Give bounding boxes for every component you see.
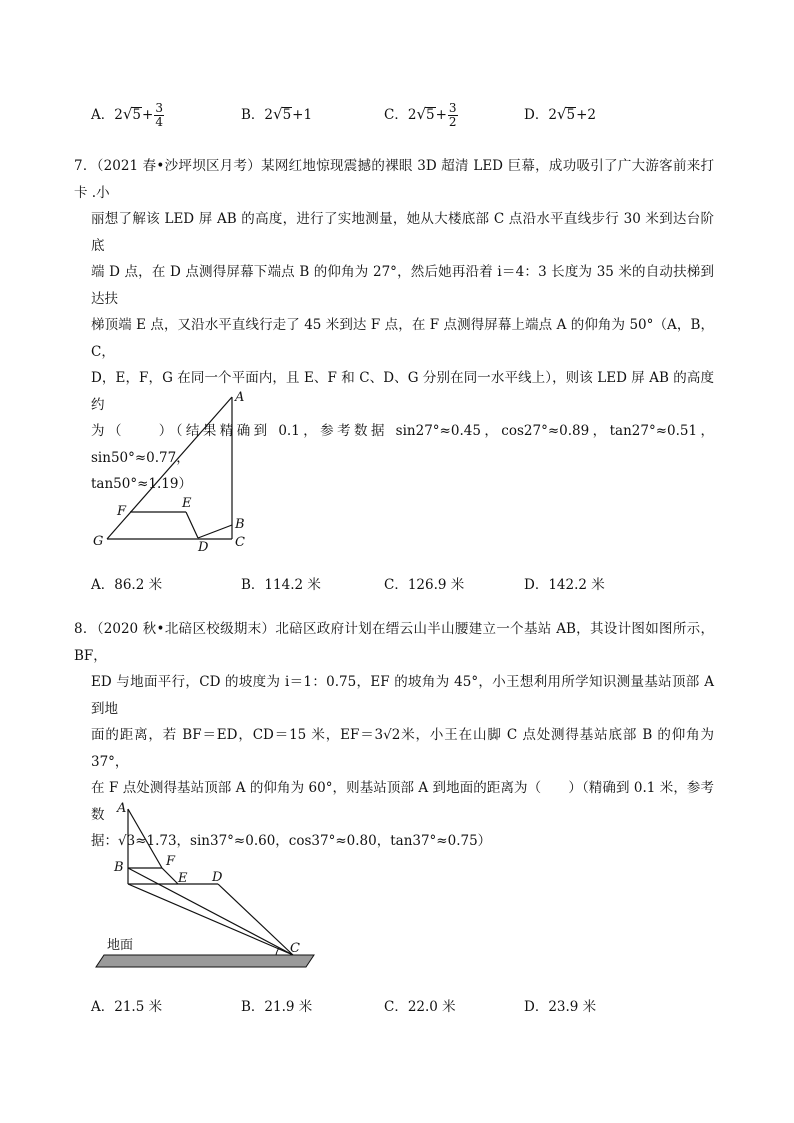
q7-line-DB — [198, 525, 232, 538]
q7-figure — [85, 385, 265, 560]
q7-line: 丽想了解该 LED 屏 AB 的高度，进行了实地测量，她从大楼底部 C 点沿水平直线步行 30 米到达台阶底 — [91, 211, 714, 254]
q8-line-FE — [162, 868, 178, 884]
q8-line-AF — [128, 809, 162, 868]
q8-option-a: A．21.5 米 — [91, 999, 163, 1015]
q7-line: 7．（2021 春•沙坪坝区月考）某网红地惊现震撼的裸眼 3D 超清 LED 巨幕，成功吸引了广大游客前来打卡 .小 — [74, 158, 714, 201]
q8-option-c: C．22.0 米 — [384, 999, 456, 1015]
q8-options — [91, 995, 731, 1025]
q7-label-B: B — [235, 517, 245, 532]
q6-option-d: D．2√5+2 — [524, 105, 596, 123]
q7-label-F: F — [117, 504, 127, 519]
q7-line: 端 D 点，在 D 点测得屏幕下端点 B 的仰角为 27°，然后她再沿着 i＝4：3 长度为 35 米的自动扶梯到达扶 — [91, 264, 714, 307]
q7-options — [91, 573, 731, 603]
q8-option-d: D．23.9 米 — [524, 999, 597, 1015]
q8-figure — [90, 792, 330, 972]
q7-label-D: D — [198, 540, 209, 555]
q7-option-c: C．126.9 米 — [384, 577, 465, 593]
q6-option-a: A．2√5+ $\frac{3}{4}$ — [91, 101, 163, 129]
q7-line-ED — [186, 512, 198, 538]
q8-line: 在 F 点处测得基站顶部 A 的仰角为 60°，则基站顶部 A 到地面的距离为（ ）（精确到 0.1 米，参考数 — [91, 780, 714, 823]
q7-option-d: D．142.2 米 — [524, 577, 605, 593]
q8-line: 面的距离，若 BF＝ED，CD＝15 米，EF＝3√2米，小王在山脚 C 点处测得基站底部 B 的仰角为 37°， — [91, 727, 714, 770]
q8-ground — [96, 955, 314, 967]
q8-label-F: F — [166, 854, 176, 869]
q8-label-D: D — [212, 870, 223, 885]
q8-line-EC — [128, 884, 293, 955]
q8-line: ED 与地面平行，CD 的坡度为 i＝1：0.75，EF 的坡角为 45°，小王想利用所学知识测量基站顶部 A 到地 — [91, 674, 714, 717]
q7-label-A: A — [235, 390, 245, 405]
q8-label-A: A — [117, 801, 127, 816]
q6-option-b: B．2√5+1 — [241, 105, 313, 123]
q6-option-c: C．2√5+ $\frac{3}{2}$ — [384, 101, 457, 129]
q8-angle-arc — [276, 948, 279, 955]
q8-label-B: B — [114, 860, 124, 875]
q7-label-G: G — [93, 534, 104, 549]
q6-options — [91, 102, 731, 132]
q8-label-ground: 地面 — [107, 938, 134, 953]
q8-line: 8．（2020 秋•北碚区校级期末）北碚区政府计划在缙云山半山腰建立一个基站 AB，其设计图如图所示，BF， — [74, 621, 714, 664]
q7-line: tan50°≈1.19） — [91, 476, 192, 492]
q7-label-C: C — [235, 535, 245, 550]
q7-label-E: E — [182, 496, 192, 511]
q7-option-a: A．86.2 米 — [91, 577, 163, 593]
q8-line-DC — [218, 884, 293, 955]
q8-line: 据：√3≈1.73，sin37°≈0.60，cos37°≈0.80，tan37°≈0.75） — [91, 833, 492, 849]
q8-option-b: B．21.9 米 — [241, 999, 313, 1015]
q8-line-BC — [128, 868, 293, 955]
q7-option-b: B．114.2 米 — [241, 577, 321, 593]
q8-label-E: E — [178, 871, 188, 886]
q7-line: D，E，F，G 在同一个平面内，且 E、F 和 C、D、G 分别在同一水平线上），则该 LED 屏 AB 的高度约 — [91, 370, 714, 413]
q7-line: 梯顶端 E 点，又沿水平直线行走了 45 米到达 F 点，在 F 点测得屏幕上端点 A 的仰角为 50°（A，B，C， — [91, 317, 714, 360]
q7-line: 为（ ）（结果精确到 0.1，参考数据 sin27°≈0.45，cos27°≈0.89，tan27°≈0.51，sin50°≈0.77， — [91, 423, 714, 466]
q8-label-C: C — [290, 941, 300, 956]
